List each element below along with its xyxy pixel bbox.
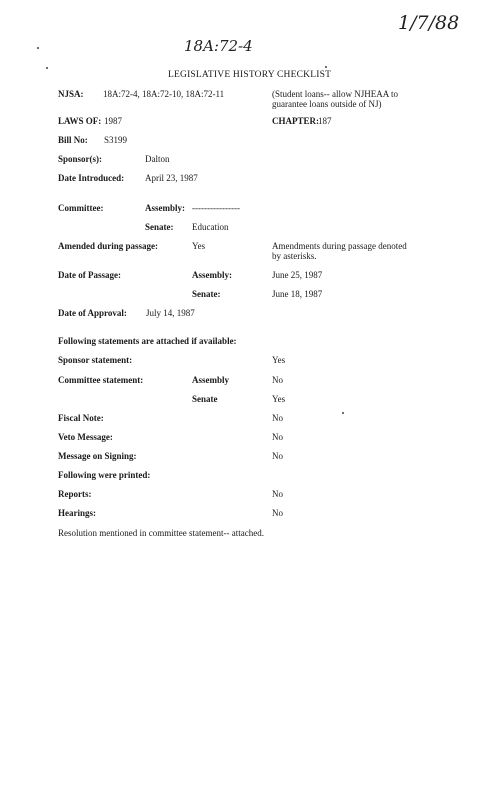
passage-senate-label: Senate: [192,289,221,299]
passage-assembly-value: June 25, 1987 [272,270,323,280]
veto-message-value: No [272,432,283,442]
committee-statement-label: Committee statement: [58,375,144,385]
amended-value: Yes [192,241,206,251]
committee-senate-value: Education [192,222,229,232]
njsa-note-line2: guarantee loans outside of NJ) [272,99,382,109]
committee-statement-assembly-label: Assembly [192,375,230,385]
reports-label: Reports: [58,489,92,499]
message-on-signing-value: No [272,451,283,461]
bill-no-label: Bill No: [58,135,88,145]
handwritten-reference: 18A:72-4 [184,37,253,55]
njsa-note-line1: (Student loans-- allow NJHEAA to [272,89,398,99]
scan-speck [325,66,327,68]
fiscal-note-value: No [272,413,283,423]
njsa-label: NJSA: [58,89,84,99]
sponsor-value: Dalton [145,154,170,164]
laws-of-value: 1987 [104,116,122,126]
chapter-value: 187 [318,116,332,126]
page-title: LEGISLATIVE HISTORY CHECKLIST [168,70,332,80]
committee-assembly-value: ---------------- [192,203,240,213]
scan-speck [342,412,344,414]
bill-no-value: S3199 [104,135,128,145]
hearings-value: No [272,508,283,518]
statements-attached-heading: Following statements are attached if available: [58,336,237,346]
date-introduced-label: Date Introduced: [58,173,125,183]
committee-statement-senate-value: Yes [272,394,286,404]
date-of-approval-label: Date of Approval: [58,308,127,318]
committee-assembly-label: Assembly: [145,203,185,213]
reports-value: No [272,489,283,499]
scan-speck [46,67,48,69]
committee-statement-senate-label: Senate [192,394,218,404]
sponsor-label: Sponsor(s): [58,154,103,164]
passage-senate-value: June 18, 1987 [272,289,323,299]
date-of-approval-value: July 14, 1987 [146,308,195,318]
footer-note: Resolution mentioned in committee statement-- attached. [58,528,264,538]
sponsor-statement-label: Sponsor statement: [58,355,133,365]
date-introduced-value: April 23, 1987 [145,173,198,183]
printed-heading: Following were printed: [58,470,151,480]
sponsor-statement-value: Yes [272,355,286,365]
passage-assembly-label: Assembly: [192,270,232,280]
committee-statement-assembly-value: No [272,375,283,385]
laws-of-label: LAWS OF: [58,116,102,126]
amended-note-line1: Amendments during passage denoted [272,241,407,251]
scan-speck [37,47,39,49]
fiscal-note-label: Fiscal Note: [58,413,104,423]
veto-message-label: Veto Message: [58,432,113,442]
message-on-signing-label: Message on Signing: [58,451,137,461]
amended-note-line2: by asterisks. [272,251,317,261]
njsa-value: 18A:72-4, 18A:72-10, 18A:72-11 [103,89,225,99]
date-of-passage-label: Date of Passage: [58,270,121,280]
chapter-label: CHAPTER: [272,116,319,126]
committee-label: Committee: [58,203,104,213]
handwritten-date: 1/7/88 [398,12,460,34]
hearings-label: Hearings: [58,508,96,518]
committee-senate-label: Senate: [145,222,174,232]
amended-label: Amended during passage: [58,241,159,251]
